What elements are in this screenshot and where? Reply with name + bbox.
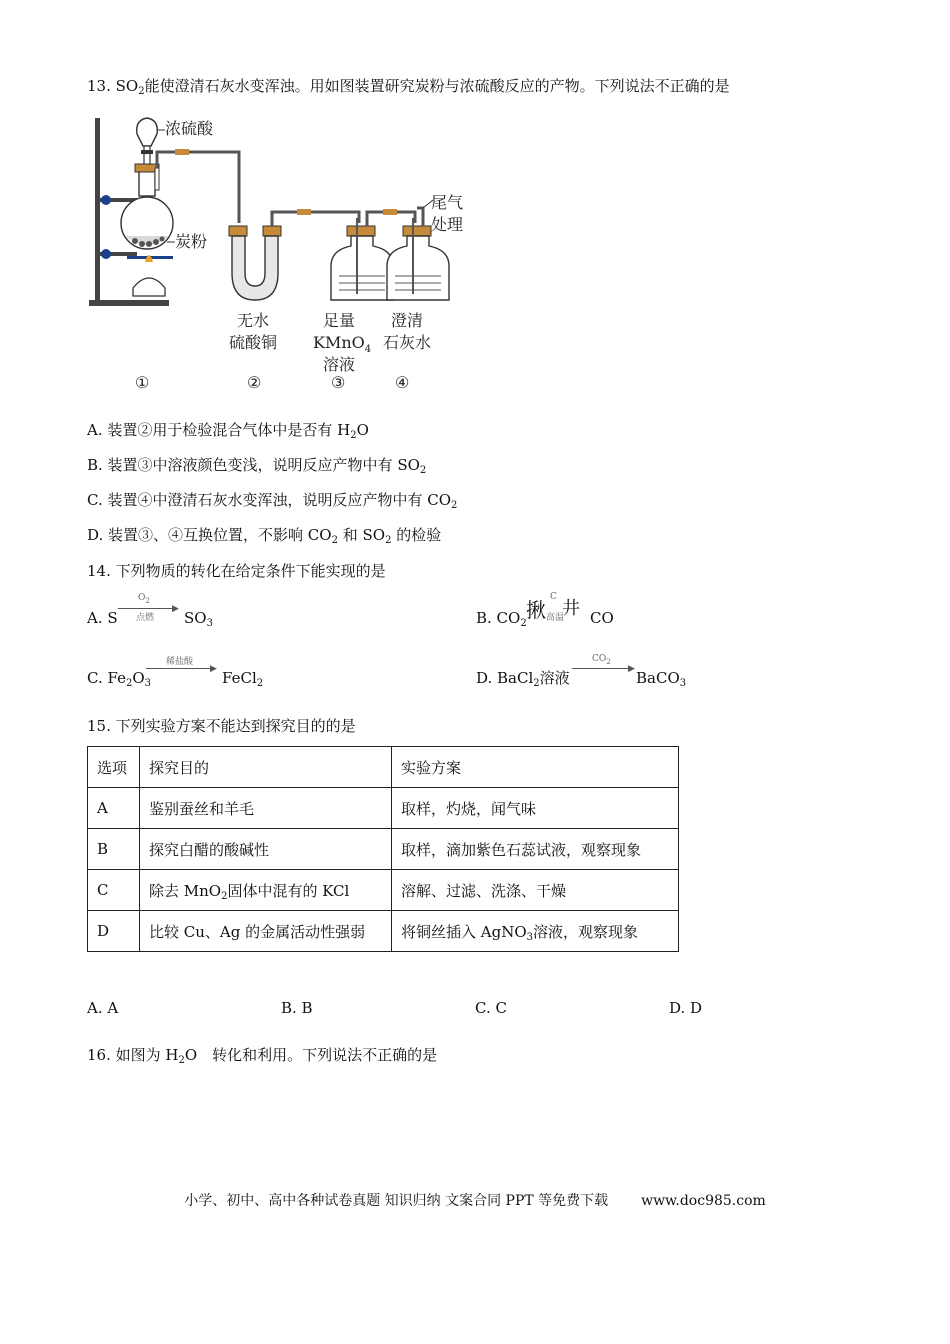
table-cell: 取样，灼烧，闻气味 (392, 788, 679, 829)
label-bottle4-2: 石灰水 (383, 333, 432, 352)
label-tail-1: 尾气 (431, 193, 464, 212)
label-carbon: 炭粉 (175, 232, 208, 251)
table-header-cell: 探究目的 (140, 747, 392, 788)
table-cell: 除去 MnO$_2$固体中混有的 KCl (140, 870, 392, 911)
table-row (88, 870, 679, 911)
footer-link[interactable]: www.doc985.com (641, 1193, 766, 1209)
label-n4: ④ (395, 373, 410, 392)
label-bottle4-1: 澄清 (391, 311, 424, 330)
table-header-row (88, 747, 679, 788)
q14-option-c-arrow: 稀盐酸 ▶ (146, 654, 220, 684)
q14-option-d-arrow: $CO_2$ ▶ (572, 654, 636, 684)
label-n1: ① (135, 373, 150, 392)
q13-option-b: B. 装置③中溶液颜色变浅，说明反应产物中有 $SO_2$ (87, 456, 427, 476)
q14-option-a-product: $SO_3$ (184, 609, 213, 629)
footer-text: 小学、初中、高中各种试卷真题 知识归纳 文案合同 PPT 等免费下载 (184, 1193, 609, 1209)
q13-option-c: C. 装置④中澄清石灰水变浑浊，说明反应产物中有 $CO_2$ (87, 491, 458, 511)
table-cell: 取样，滴加紫色石蕊试液，观察现象 (392, 829, 679, 870)
table-cell: 比较 Cu、Ag 的金属活动性强弱 (140, 911, 392, 952)
q14-option-b-product: CO (590, 609, 614, 627)
q14-option-b-arrow: 揪 C 井 高温 (526, 592, 580, 623)
label-n3: ③ (331, 373, 346, 392)
q14-stem: 14. 下列物质的转化在给定条件下能实现的是 (87, 562, 386, 580)
q14-option-b-reactant: B. $CO_2$ (476, 609, 527, 629)
table-cell: 溶解、过滤、洗涤、干燥 (392, 870, 679, 911)
label-bottle3-3: 溶液 (323, 355, 356, 374)
label-bottle3-2: KMnO$_4$ (313, 333, 372, 355)
table-header-cell: 选项 (88, 747, 140, 788)
table-row (88, 788, 679, 829)
q13-option-a: A. 装置②用于检验混合气体中是否有 $H_2O$ (87, 421, 369, 441)
label-u-tube-2: 硫酸铜 (229, 333, 278, 352)
q14-option-d-reactant: D. BaCl$_2$溶液 (476, 669, 570, 689)
q15-table (87, 746, 679, 952)
q14-option-d-product: BaCO$_3$ (636, 669, 687, 689)
table-header-cell: 实验方案 (392, 747, 679, 788)
q14-option-a-reactant: A. S (87, 609, 118, 627)
q15-option-b: B. B (281, 999, 313, 1017)
page-footer (0, 1190, 950, 1210)
q15-option-a: A. A (87, 999, 119, 1017)
table-cell: A (88, 788, 140, 829)
apparatus-figure (87, 108, 507, 398)
table-cell: D (88, 911, 140, 952)
label-n2: ② (247, 373, 262, 392)
q14-option-a-arrow: $O_2$ ▶ 点燃 (118, 593, 180, 623)
q13-stem: 13. $SO_2$能使澄清石灰水变浑浊。用如图装置研究炭粉与浓硫酸反应的产物。下列说法不正确的是 (87, 77, 730, 97)
q16-stem: 16. 如图为 $H_2O$ 转化和利用。下列说法不正确的是 (87, 1046, 438, 1066)
q14-option-c-product: FeCl$_2$ (222, 669, 264, 689)
q14-option-c-reactant: C. $Fe_2O_3$ (87, 669, 152, 689)
q13-option-d: D. 装置③、④互换位置，不影响 $CO_2$ 和 $SO_2$ 的检验 (87, 526, 442, 546)
table-cell: B (88, 829, 140, 870)
label-bottle3-1: 足量 (323, 311, 356, 330)
table-cell: 鉴别蚕丝和羊毛 (140, 788, 392, 829)
table-row (88, 829, 679, 870)
label-acid: 浓硫酸 (165, 119, 214, 138)
table-row (88, 911, 679, 952)
label-u-tube-1: 无水 (237, 311, 270, 330)
q15-option-c: C. C (475, 999, 507, 1017)
table-cell: 探究白醋的酸碱性 (140, 829, 392, 870)
table-cell: 将铜丝插入 AgNO$_3$溶液，观察现象 (392, 911, 679, 952)
table-cell: C (88, 870, 140, 911)
q15-option-d: D. D (669, 999, 703, 1017)
q15-stem: 15. 下列实验方案不能达到探究目的的是 (87, 717, 356, 735)
label-tail-2: 处理 (431, 215, 464, 234)
